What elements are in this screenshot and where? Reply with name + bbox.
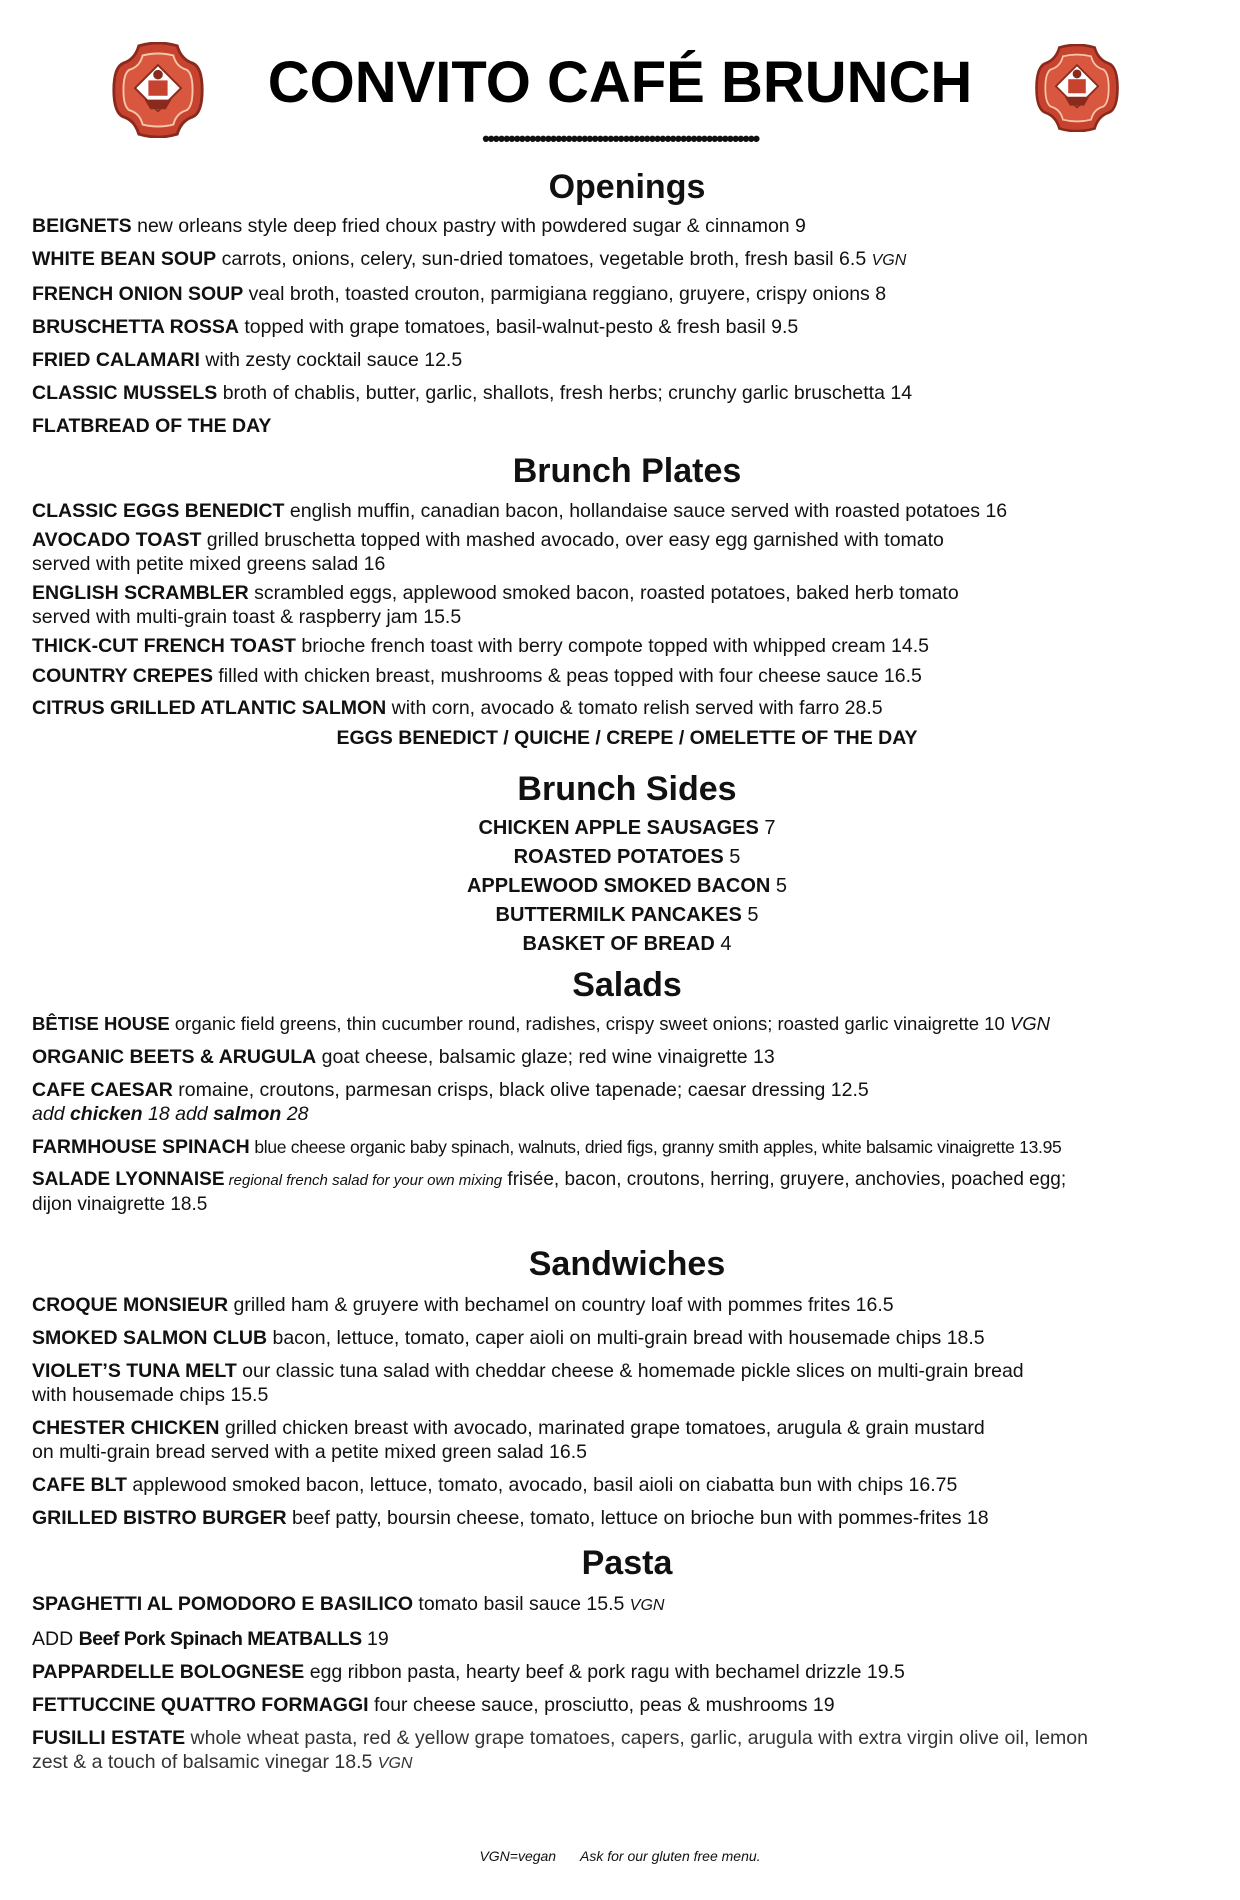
side-item: ROASTED POTATOES 5 <box>513 846 741 868</box>
menu-item: FLATBREAD OF THE DAY <box>32 415 272 437</box>
menu-item: SALADE LYONNAISE regional french salad for your own mixing frisée, bacon, croutons, herring, gruyere, anchovies, poached egg; dijon vinaigrette 18.5 <box>32 1169 1067 1215</box>
menu-item: FARMHOUSE SPINACH blue cheese organic baby spinach, walnuts, dried figs, granny smith apples, white balsamic vinaigrette 13.95 <box>32 1136 1062 1158</box>
menu-item: AVOCADO TOAST grilled bruschetta topped with mashed avocado, over easy egg garnished with tomato served with petite mixed greens salad 16 <box>32 529 944 575</box>
menu-footnote <box>0 1848 1240 1864</box>
menu-item: VIOLET’S TUNA MELT our classic tuna salad with cheddar cheese & homemade pickle slices on multi-grain bread with housemade chips 15.5 <box>32 1360 1024 1406</box>
side-item: BASKET OF BREAD 4 <box>522 933 732 955</box>
menu-item: CHESTER CHICKEN grilled chicken breast with avocado, marinated grape tomatoes, arugula & grain mustard on multi-grain bread served with a petite mixed green salad 16.5 <box>32 1417 985 1463</box>
side-item: CHICKEN APPLE SAUSAGES 7 <box>478 817 776 839</box>
menu-item: CLASSIC EGGS BENEDICT english muffin, canadian bacon, hollandaise sauce served with roasted potatoes 16 <box>32 500 1008 522</box>
menu-item: SMOKED SALMON CLUB bacon, lettuce, tomato, caper aioli on multi-grain bread with housemade chips 18.5 <box>32 1327 985 1349</box>
menu-item: CAFE BLT applewood smoked bacon, lettuce, tomato, avocado, basil aioli on ciabatta bun with chips 16.75 <box>32 1474 958 1496</box>
menu-item: GRILLED BISTRO BURGER beef patty, boursin cheese, tomato, lettuce on brioche bun with pommes-frites 18 <box>32 1507 989 1529</box>
menu-item: ENGLISH SCRAMBLER scrambled eggs, applewood smoked bacon, roasted potatoes, baked herb tomato served with multi-grain toast & raspberry jam 15.5 <box>32 582 959 628</box>
menu-item: COUNTRY CREPES filled with chicken breast, mushrooms & peas topped with four cheese sauce 16.5 <box>32 665 922 687</box>
menu-item: SPAGHETTI AL POMODORO E BASILICO tomato basil sauce 15.5 VGN <box>32 1593 665 1615</box>
vegan-tag: VGN <box>871 252 907 269</box>
section-pasta <box>32 1546 1222 1776</box>
section-title: Brunch Sides <box>517 770 737 808</box>
menu-item: FRENCH ONION SOUP veal broth, toasted crouton, parmigiana reggiano, gruyere, crispy onions 8 <box>32 283 887 305</box>
menu-item: ADD Beef Pork Spinach MEATBALLS 19 <box>32 1628 389 1650</box>
title-divider: ••••••••••••••••••••••••••••••••••••••••••••••••••••• <box>482 132 758 146</box>
section-sandwiches <box>32 1247 1222 1530</box>
section-brunch-plates <box>32 454 1222 750</box>
menu-item: FETTUCCINE QUATTRO FORMAGGI four cheese sauce, prosciutto, peas & mushrooms 19 <box>32 1694 835 1716</box>
gluten-free-note: Ask for our gluten free menu. <box>580 1848 761 1864</box>
section-title: Openings <box>548 168 706 206</box>
menu-item: BÊTISE HOUSE organic field greens, thin cucumber round, radishes, crispy sweet onions; roasted garlic vinaigrette 10 VGN <box>32 1013 1050 1034</box>
menu-item: CLASSIC MUSSELS broth of chablis, butter, garlic, shallots, fresh herbs; crunchy garlic bruschetta 14 <box>32 382 913 404</box>
section-brunch-sides <box>32 772 1222 956</box>
page-title: CONVITO CAFÉ BRUNCH <box>267 50 973 115</box>
section-title: Salads <box>572 966 682 1004</box>
section-title: Pasta <box>581 1544 673 1582</box>
menu-item: BRUSCHETTA ROSSA topped with grape tomatoes, basil-walnut-pesto & fresh basil 9.5 <box>32 316 799 338</box>
vegan-tag: VGN <box>629 1597 665 1614</box>
cafe-logo-icon <box>1033 44 1121 132</box>
menu-item: PAPPARDELLE BOLOGNESE egg ribbon pasta, hearty beef & pork ragu with bechamel drizzle 19.5 <box>32 1661 905 1683</box>
menu-item: FRIED CALAMARI with zesty cocktail sauce 12.5 <box>32 349 463 371</box>
section-title: Brunch Plates <box>512 452 742 490</box>
daily-special: EGGS BENEDICT / QUICHE / CREPE / OMELETTE OF THE DAY <box>336 727 918 749</box>
menu-item: CITRUS GRILLED ATLANTIC SALMON with corn, avocado & tomato relish served with farro 28.5 <box>32 697 883 719</box>
vegan-tag: VGN <box>377 1755 413 1772</box>
menu-item: WHITE BEAN SOUP carrots, onions, celery, sun-dried tomatoes, vegetable broth, fresh basil 6.5 VGN <box>32 248 907 270</box>
side-item: BUTTERMILK PANCAKES 5 <box>495 904 759 926</box>
section-title: Sandwiches <box>528 1245 726 1283</box>
menu-body <box>32 170 1222 1785</box>
menu-item: CAFE CAESAR romaine, croutons, parmesan crisps, black olive tapenade; caesar dressing 12.5 add chicken 18 add salmon 28 <box>32 1079 869 1125</box>
menu-item: THICK-CUT FRENCH TOAST brioche french toast with berry compote topped with whipped cream 14.5 <box>32 635 929 657</box>
menu-item: CROQUE MONSIEUR grilled ham & gruyere with bechamel on country loaf with pommes frites 16.5 <box>32 1294 894 1316</box>
vegan-legend: VGN=vegan <box>479 1848 557 1864</box>
vegan-tag: VGN <box>1009 1013 1050 1034</box>
section-salads <box>32 968 1222 1217</box>
menu-header <box>0 0 1240 160</box>
menu-item: BEIGNETS new orleans style deep fried choux pastry with powdered sugar & cinnamon 9 <box>32 215 806 237</box>
menu-item: ORGANIC BEETS & ARUGULA goat cheese, balsamic glaze; red wine vinaigrette 13 <box>32 1046 775 1068</box>
side-item: APPLEWOOD SMOKED BACON 5 <box>466 875 788 897</box>
menu-item: FUSILLI ESTATE whole wheat pasta, red & yellow grape tomatoes, capers, garlic, arugula with extra virgin olive oil, lemon zest & a touch of balsamic vinegar 18.5 VGN <box>32 1727 1088 1773</box>
section-openings <box>32 170 1222 438</box>
